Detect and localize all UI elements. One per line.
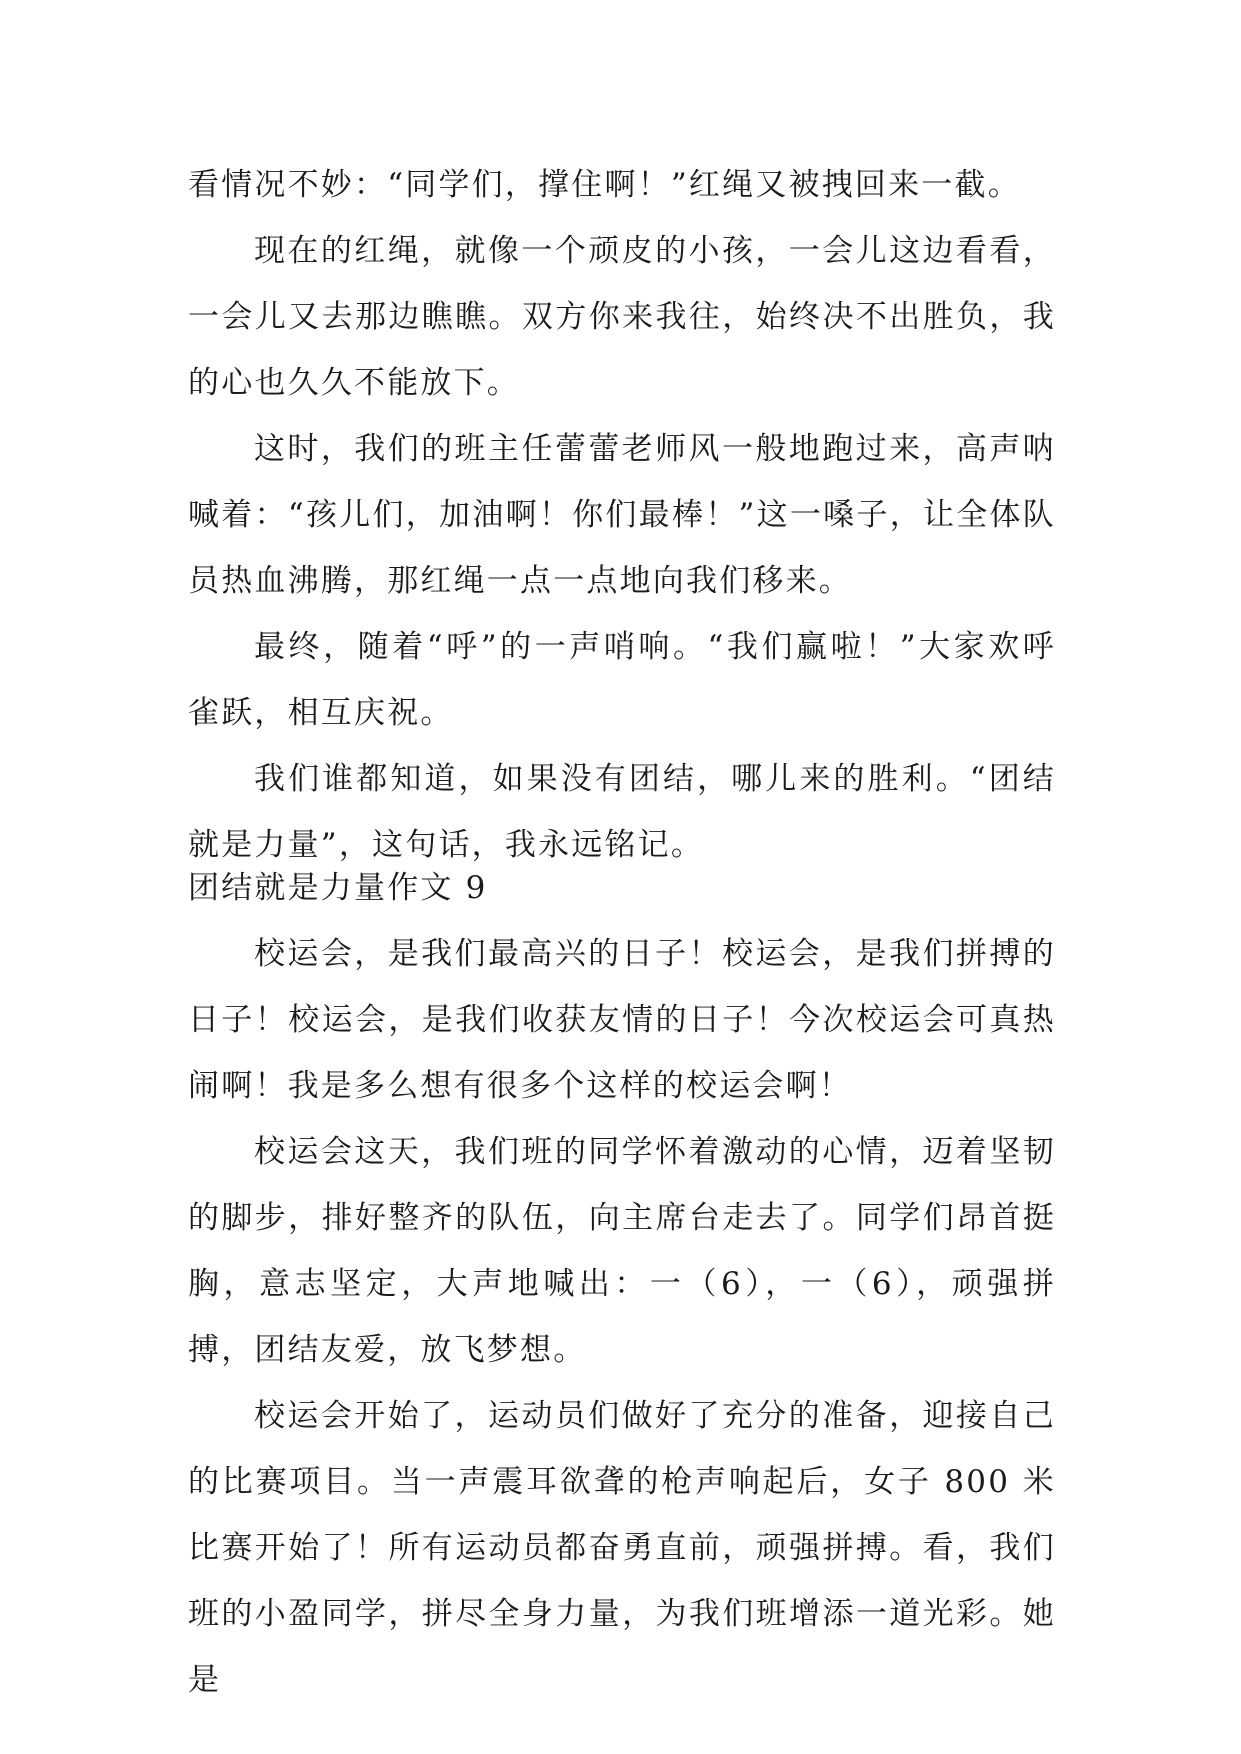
section-1-body (188, 152, 1056, 878)
section-2-body (188, 921, 1056, 1713)
paragraph: 这时，我们的班主任蕾蕾老师风一般地跑过来，高声呐喊着：“孩儿们，加油啊！你们最棒！”这一嗓子，让全体队员热血沸腾，那红绳一点一点地向我们移来。 (188, 431, 1056, 599)
paragraph: 现在的红绳，就像一个顽皮的小孩，一会儿这边看看，一会儿又去那边瞧瞧。双方你来我往，始终决不出胜负，我的心也久久不能放下。 (188, 233, 1056, 401)
paragraph: 最终，随着“呼”的一声哨响。“我们赢啦！”大家欢呼雀跃，相互庆祝。 (188, 629, 1056, 731)
paragraph: 看情况不妙：“同学们，撑住啊！”红绳又被拽回来一截。 (188, 167, 1021, 203)
paragraph: 校运会这天，我们班的同学怀着激动的心情，迈着坚韧的脚步，排好整齐的队伍，向主席台走去了。同学们昂首挺胸，意志坚定，大声地喊出：一（6），一（6），顽强拼搏，团结友爱，放飞梦想。 (188, 1134, 1056, 1368)
paragraph: 我们谁都知道，如果没有团结，哪儿来的胜利。“团结就是力量”，这句话，我永远铭记。 (188, 761, 1056, 863)
section-heading: 团结就是力量作文 9 (188, 870, 488, 906)
paragraph: 校运会开始了，运动员们做好了充分的准备，迎接自己的比赛项目。当一声震耳欲聋的枪声响起后，女子 800 米比赛开始了！所有运动员都奋勇直前，顽强拼搏。看，我们班的小盈同学，拼尽全身力量，为我们班增添一道光彩。她是 (188, 1398, 1056, 1698)
paragraph: 校运会，是我们最高兴的日子！校运会，是我们拼搏的日子！校运会，是我们收获友情的日子！今次校运会可真热闹啊！我是多么想有很多个这样的校运会啊！ (188, 936, 1056, 1104)
